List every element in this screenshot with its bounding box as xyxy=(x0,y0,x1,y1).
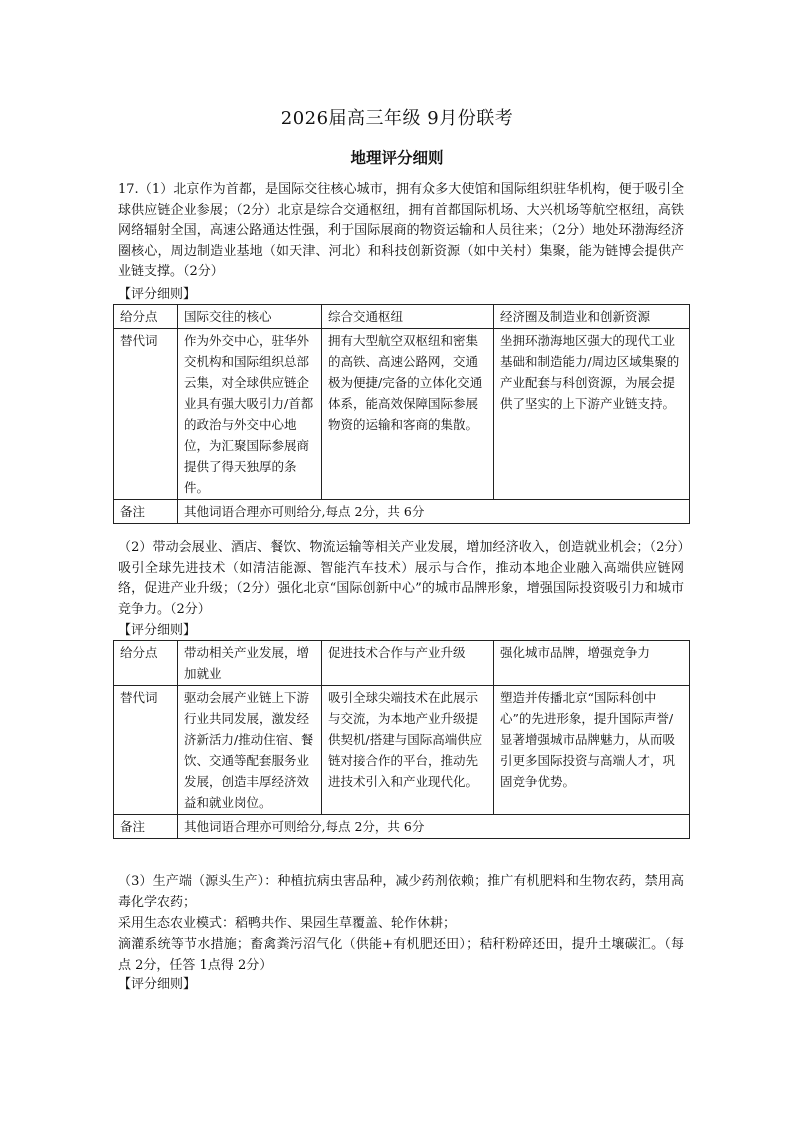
row-label-alternatives: 替代词 xyxy=(114,686,178,815)
q17-part2-rubric-label: 【评分细则】 xyxy=(118,623,197,638)
q17-part1-answer: 17.（1）北京作为首都，是国际交往核心城市，拥有众多大使馆和国际组织驻华机构，便于吸引全球供应链企业参展；（2分）北京是综合交通枢纽，拥有首都国际机场、大兴机场等航空枢纽，高铁网络辐射全国，高速公路通达性强，利于国际展商的物资运输和人员往来；（2分）地处环渤海经济圈核心，周边制造业基地（如天津、河北）和科技创新资源（如中关村）集聚，能为链博会提供产业链支撑。（2分） xyxy=(118,182,684,279)
q17-part2-answer: （2）带动会展业、酒店、餐饮、物流运输等相关产业发展，增加经济收入，创造就业机会；（2分）吸引全球先进技术（如清洁能源、智能汽车技术）展示与合作，推动本地企业融入高端供应链网络，促进产业升级；（2分）强化北京“国际创新中心”的城市品牌形象，增强国际投资吸引力和城市竞争力。（2分） xyxy=(118,540,684,617)
header-cell-3: 经济圈及制造业和创新资源 xyxy=(494,305,690,329)
document-subtitle: 地理评分细则 xyxy=(350,148,444,167)
header-cell-2: 综合交通枢纽 xyxy=(322,305,494,329)
alt-cell-2: 吸引全球尖端技术在此展示与交流，为本地产业升级提供契机/搭建与国际高端供应链对接合作的平台，推动先进技术引入和产业现代化。 xyxy=(322,686,494,815)
q17-part2-rubric-table xyxy=(113,640,690,839)
document-title: 2026届高三年级 9月份联考 xyxy=(280,108,514,129)
header-cell-points: 给分点 xyxy=(114,641,178,686)
header-cell-2: 促进技术合作与产业升级 xyxy=(322,641,494,686)
q17-part3-line2: 采用生态农业模式：稻鸭共作、果园生草覆盖、轮作休耕； xyxy=(118,916,457,931)
header-cell-1: 国际交往的核心 xyxy=(178,305,322,329)
table-row-alternatives xyxy=(114,686,690,815)
q17-part1-rubric-label: 【评分细则】 xyxy=(118,287,197,302)
note-cell: 其他词语合理亦可则给分,每点 2分，共 6分 xyxy=(178,815,690,839)
header-cell-3: 强化城市品牌，增强竞争力 xyxy=(494,641,690,686)
table-row-alternatives xyxy=(114,329,690,500)
q17-part1-rubric-table xyxy=(113,304,690,524)
q17-part3-line3: 滴灌系统等节水措施；畜禽粪污沼气化（供能+有机肥还田）；秸秆粉碎还田，提升土壤碳汇。（每点 2分，任答 1点得 2分） xyxy=(118,937,684,973)
row-label-note: 备注 xyxy=(114,500,178,524)
row-label-note: 备注 xyxy=(114,815,178,839)
note-cell: 其他词语合理亦可则给分,每点 2分，共 6分 xyxy=(178,500,690,524)
alt-cell-1: 驱动会展产业链上下游行业共同发展，激发经济新活力/推动住宿、餐饮、交通等配套服务业发展，创造丰厚经济效益和就业岗位。 xyxy=(178,686,322,815)
table-row-note xyxy=(114,500,690,524)
alt-cell-1: 作为外交中心，驻华外交机构和国际组织总部云集，对全球供应链企业具有强大吸引力/首都的政治与外交中心地位，为汇聚国际参展商提供了得天独厚的条件。 xyxy=(178,329,322,500)
table-row-note xyxy=(114,815,690,839)
table-row-header xyxy=(114,641,690,686)
row-label-alternatives: 替代词 xyxy=(114,329,178,500)
header-cell-1: 带动相关产业发展，增加就业 xyxy=(178,641,322,686)
q17-part3-rubric-label: 【评分细则】 xyxy=(118,977,197,992)
q17-part3-line1: （3）生产端（源头生产）：种植抗病虫害品种，减少药剂依赖；推广有机肥料和生物农药，禁用高毒化学农药； xyxy=(118,874,684,910)
alt-cell-2: 拥有大型航空双枢纽和密集的高铁、高速公路网，交通极为便捷/完备的立体化交通体系，能高效保障国际参展物资的运输和客商的集散。 xyxy=(322,329,494,500)
alt-cell-3: 塑造并传播北京“国际科创中心”的先进形象，提升国际声誉/显著增强城市品牌魅力，从而吸引更多国际投资与高端人才，巩固竞争优势。 xyxy=(494,686,690,815)
table-row-header xyxy=(114,305,690,329)
alt-cell-3: 坐拥环渤海地区强大的现代工业基础和制造能力/周边区域集聚的产业配套与科创资源，为展会提供了坚实的上下游产业链支持。 xyxy=(494,329,690,500)
header-cell-points: 给分点 xyxy=(114,305,178,329)
